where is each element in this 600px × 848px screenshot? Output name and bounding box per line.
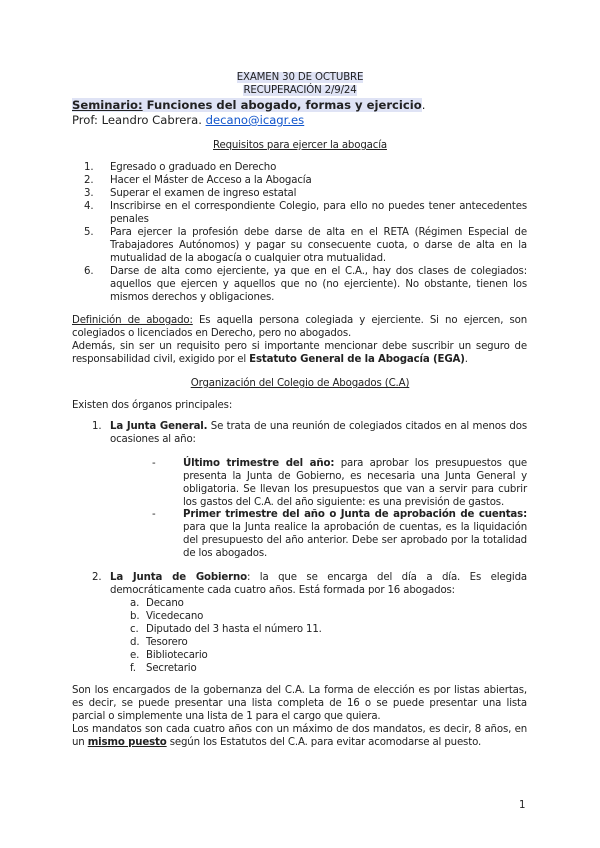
sub-item-title: Primer trimestre del año o Junta de aprobación de cuentas: bbox=[183, 509, 527, 520]
closing-text-c: según los Estatutos del C.A. para evitar acomodarse al puesto. bbox=[166, 737, 482, 748]
junta-gobierno-desc: : la que se encarga del día a día. Es elegida democráticamente cada cuatro años. Está formada por 16 abogados: bbox=[110, 572, 527, 596]
sub-item-text: para aprobar los presupuestos que presenta la Junta de Gobierno, es necesaria una Junta General y obligatoria. Se llevan los presupuestos que van a servir para cubrir los gastos del C.A. del año siguiente: es una previsión de gastos. bbox=[183, 458, 527, 508]
list-item bbox=[84, 187, 527, 200]
list-item bbox=[130, 623, 322, 636]
closing-paragraph-1: Son los encargados de la gobernanza del C.A. La forma de elección es por listas abiertas, es decir, se puede presentar una lista completa de 16 o se puede presentar una lista parcial o simplemente una lista de 1 para el cargo que quiera. bbox=[72, 685, 527, 722]
definicion-paragraph bbox=[72, 314, 527, 366]
closing-text-a: Los mandatos son cada cuatro años con un máximo de dos mandatos, es decir, 8 años, en un bbox=[72, 724, 527, 748]
list-item bbox=[130, 636, 322, 649]
list-item bbox=[130, 662, 322, 675]
item-number: 3. bbox=[84, 188, 94, 199]
seminar-line bbox=[72, 98, 532, 113]
item-text: Decano bbox=[146, 598, 184, 609]
list-item bbox=[130, 610, 322, 623]
item-text: Tesorero bbox=[146, 637, 188, 648]
professor-email-link[interactable]: decano@icagr.es bbox=[205, 113, 305, 127]
item-text: Bibliotecario bbox=[146, 650, 208, 661]
item-text: Inscribirse en el correspondiente Colegio, para ello no puedes tener antecedentes penales bbox=[110, 201, 527, 225]
title-line-2: RECUPERACIÓN 2/9/24 bbox=[243, 85, 357, 96]
ega-reference: Estatuto General de la Abogacía (EGA) bbox=[249, 354, 465, 365]
dash-bullet: - bbox=[152, 458, 156, 469]
list-item bbox=[84, 174, 527, 187]
item-text: Secretario bbox=[146, 663, 197, 674]
junta-gobierno-members bbox=[130, 597, 322, 675]
item-text: Diputado del 3 hasta el número 11. bbox=[146, 624, 322, 635]
junta-general-item bbox=[84, 420, 527, 446]
closing-paragraph-2 bbox=[72, 723, 527, 749]
item-text: Superar el examen de ingreso estatal bbox=[110, 188, 297, 199]
item-letter: b. bbox=[130, 611, 140, 622]
item-number: 4. bbox=[84, 201, 94, 212]
junta-gobierno-title: La Junta de Gobierno bbox=[110, 572, 247, 583]
item-text: Hacer el Máster de Acceso a la Abogacía bbox=[110, 175, 312, 186]
list-item bbox=[84, 161, 527, 174]
definicion-extra-end: . bbox=[464, 354, 468, 365]
junta-general-title: La Junta General. bbox=[110, 421, 208, 432]
item-letter: c. bbox=[130, 624, 139, 635]
item-text: Egresado o graduado en Derecho bbox=[110, 162, 277, 173]
item-number: 6. bbox=[84, 266, 94, 277]
organizacion-intro: Existen dos órganos principales: bbox=[72, 400, 233, 411]
item-number: 2. bbox=[92, 572, 102, 583]
item-number: 1. bbox=[92, 421, 102, 432]
junta-general-text bbox=[110, 420, 527, 446]
seminar-end: . bbox=[421, 98, 426, 112]
junta-gobierno-text bbox=[110, 571, 527, 597]
list-item bbox=[130, 649, 322, 662]
title-line-1: EXAMEN 30 DE OCTUBRE bbox=[236, 72, 364, 83]
sub-item-text: para que la Junta realice la aprobación de cuentas, es la liquidación del presupuesto del año anterior. Debe ser aprobado por la totalidad de los abogados. bbox=[183, 522, 527, 559]
item-text: Darse de alta como ejerciente, ya que en el C.A., hay dos clases de colegiados: aquellos que ejercen y aquellos que no (no ejerciente). No obstante, tienen los mismos derechos y obligaciones. bbox=[110, 266, 527, 303]
definicion-label: Definición de abogado: bbox=[72, 315, 193, 326]
item-text: Vicedecano bbox=[146, 611, 204, 622]
list-item bbox=[84, 265, 527, 304]
item-number: 2. bbox=[84, 175, 94, 186]
professor-line bbox=[72, 113, 532, 128]
page-number: 1 bbox=[519, 800, 526, 811]
sub-item-title: Último trimestre del año: bbox=[183, 458, 335, 469]
junta-gobierno-item bbox=[84, 571, 527, 597]
definicion-text: Es aquella persona colegiada y ejerciente. Si no ejercen, son colegiados o licenciados en Derecho, pero no abogados. bbox=[72, 315, 527, 339]
list-item bbox=[84, 200, 527, 226]
dash-bullet: - bbox=[152, 509, 156, 520]
sub-item-ultimo-trimestre bbox=[152, 457, 527, 509]
organizacion-heading: Organización del Colegio de Abogados (C.A) bbox=[190, 378, 410, 389]
item-text: Para ejercer la profesión debe darse de alta en el RETA (Régimen Especial de Trabajadores Autónomos) y pagar su consecuente cuota, o darse de alta en la mutualidad de la abogacía o cualquier otra mutualidad. bbox=[110, 227, 527, 264]
mismo-puesto-emphasis: mismo puesto bbox=[87, 737, 167, 748]
item-number: 1. bbox=[84, 162, 94, 173]
seminar-label: Seminario: bbox=[72, 98, 143, 112]
list-item bbox=[84, 226, 527, 265]
item-letter: a. bbox=[130, 598, 140, 609]
item-letter: e. bbox=[130, 650, 140, 661]
list-item bbox=[130, 597, 322, 610]
seminar-title: Funciones del abogado, formas y ejercicio bbox=[142, 98, 422, 112]
sub-item-primer-trimestre bbox=[152, 508, 527, 560]
professor-name: Prof: Leandro Cabrera. bbox=[72, 113, 206, 127]
item-letter: d. bbox=[130, 637, 140, 648]
exam-title bbox=[0, 71, 600, 84]
exam-title-2 bbox=[0, 84, 600, 97]
item-number: 5. bbox=[84, 227, 94, 238]
item-letter: f. bbox=[130, 663, 136, 674]
junta-general-desc: Se trata de una reunión de colegiados citados en al menos dos ocasiones al año: bbox=[110, 421, 527, 445]
requisitos-list bbox=[84, 161, 527, 304]
definicion-extra: Además, sin ser un requisito pero si importante mencionar debe suscribir un seguro de responsabilidad civil, exigido por el bbox=[72, 341, 527, 365]
requisitos-heading: Requisitos para ejercer la abogacía bbox=[213, 140, 387, 151]
